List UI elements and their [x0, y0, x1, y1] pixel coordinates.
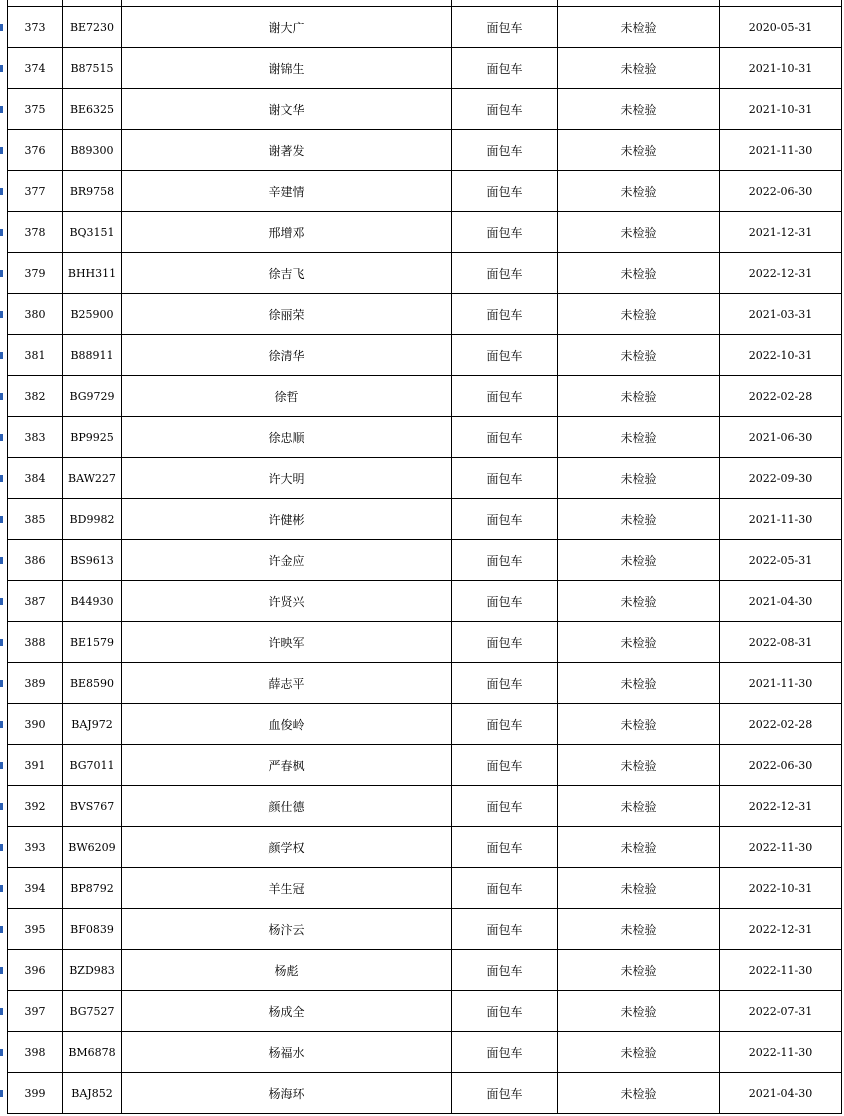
row-number-cell[interactable]: 382: [8, 376, 63, 417]
table-row: [8, 253, 842, 294]
plate-number-cell[interactable]: BG9729: [63, 376, 122, 417]
table-row: [8, 540, 842, 581]
row-number-cell[interactable]: 392: [8, 786, 63, 827]
table-row: [8, 745, 842, 786]
vehicle-type-cell[interactable]: 面包车: [452, 909, 558, 950]
owner-name-cell[interactable]: 杨海环: [122, 1073, 452, 1114]
inspection-status-cell[interactable]: 未检验: [558, 48, 720, 89]
plate-number-cell[interactable]: BE7230: [63, 7, 122, 48]
plate-number-cell[interactable]: BW6209: [63, 827, 122, 868]
vehicle-type-cell[interactable]: 面包车: [452, 212, 558, 253]
vehicle-type-cell[interactable]: 面包车: [452, 704, 558, 745]
plate-number-cell[interactable]: BAJ852: [63, 1073, 122, 1114]
row-edge-mark: [0, 1008, 3, 1015]
row-edge-mark: [0, 1090, 3, 1097]
owner-name-cell[interactable]: 许金应: [122, 540, 452, 581]
owner-name-cell[interactable]: 杨福水: [122, 1032, 452, 1073]
inspection-status-cell[interactable]: 未检验: [558, 335, 720, 376]
table-row: [8, 909, 842, 950]
row-number-cell[interactable]: 379: [8, 253, 63, 294]
table-row: [8, 48, 842, 89]
row-edge-mark: [0, 393, 3, 400]
expiry-date-cell[interactable]: 2022-06-30: [720, 745, 842, 786]
table-row: [8, 212, 842, 253]
vehicle-type-cell[interactable]: 面包车: [452, 458, 558, 499]
expiry-date-cell[interactable]: 2022-05-31: [720, 540, 842, 581]
expiry-date-cell[interactable]: 2022-10-31: [720, 335, 842, 376]
table-row: [8, 868, 842, 909]
owner-name-cell[interactable]: 杨成全: [122, 991, 452, 1032]
row-edge-mark: [0, 762, 3, 769]
owner-name-cell[interactable]: 严春枫: [122, 745, 452, 786]
row-edge-mark: [0, 65, 3, 72]
inspection-status-cell[interactable]: 未检验: [558, 1032, 720, 1073]
row-number-cell[interactable]: 388: [8, 622, 63, 663]
owner-name-cell[interactable]: 许贤兴: [122, 581, 452, 622]
row-edge-mark: [0, 803, 3, 810]
expiry-date-cell[interactable]: 2022-02-28: [720, 704, 842, 745]
table-row: [8, 376, 842, 417]
owner-name-cell[interactable]: 羊生冠: [122, 868, 452, 909]
table-row: [8, 1073, 842, 1114]
row-number-cell[interactable]: 389: [8, 663, 63, 704]
expiry-date-cell[interactable]: 2021-11-30: [720, 130, 842, 171]
row-number-cell[interactable]: 380: [8, 294, 63, 335]
plate-number-cell[interactable]: B44930: [63, 581, 122, 622]
inspection-status-cell[interactable]: 未检验: [558, 253, 720, 294]
table-row: [8, 458, 842, 499]
row-number-cell[interactable]: 394: [8, 868, 63, 909]
owner-name-cell[interactable]: 杨彪: [122, 950, 452, 991]
expiry-date-cell[interactable]: 2021-12-31: [720, 212, 842, 253]
expiry-date-cell[interactable]: 2022-10-31: [720, 868, 842, 909]
inspection-status-cell[interactable]: 未检验: [558, 909, 720, 950]
inspection-status-cell[interactable]: 未检验: [558, 417, 720, 458]
vehicle-type-cell[interactable]: 面包车: [452, 1073, 558, 1114]
row-edge-mark: [0, 885, 3, 892]
plate-number-cell[interactable]: BG7011: [63, 745, 122, 786]
inspection-status-cell[interactable]: 未检验: [558, 581, 720, 622]
owner-name-cell[interactable]: 许映军: [122, 622, 452, 663]
row-edge-mark: [0, 598, 3, 605]
vehicle-type-cell[interactable]: 面包车: [452, 130, 558, 171]
expiry-date-cell[interactable]: 2022-11-30: [720, 1032, 842, 1073]
inspection-status-cell[interactable]: 未检验: [558, 294, 720, 335]
inspection-status-cell[interactable]: 未检验: [558, 827, 720, 868]
row-number-cell[interactable]: 376: [8, 130, 63, 171]
vehicle-type-cell[interactable]: 面包车: [452, 294, 558, 335]
vehicle-type-cell[interactable]: 面包车: [452, 1032, 558, 1073]
expiry-date-cell[interactable]: 2021-03-31: [720, 294, 842, 335]
plate-number-cell[interactable]: BD9982: [63, 499, 122, 540]
vehicle-type-cell[interactable]: 面包车: [452, 89, 558, 130]
plate-number-cell[interactable]: BG7527: [63, 991, 122, 1032]
row-number-cell[interactable]: 396: [8, 950, 63, 991]
row-edge-mark: [0, 188, 3, 195]
row-number-cell[interactable]: 399: [8, 1073, 63, 1114]
vehicle-type-cell[interactable]: 面包车: [452, 499, 558, 540]
owner-name-cell[interactable]: 许大明: [122, 458, 452, 499]
plate-number-cell[interactable]: BAW227: [63, 458, 122, 499]
row-edge-mark: [0, 352, 3, 359]
inspection-status-cell[interactable]: 未检验: [558, 868, 720, 909]
owner-name-cell[interactable]: 徐清华: [122, 335, 452, 376]
table-row: [8, 704, 842, 745]
vehicle-type-cell[interactable]: 面包车: [452, 171, 558, 212]
expiry-date-cell[interactable]: 2021-11-30: [720, 663, 842, 704]
expiry-date-cell[interactable]: 2021-11-30: [720, 499, 842, 540]
row-number-cell[interactable]: 390: [8, 704, 63, 745]
owner-name-cell[interactable]: 徐丽荣: [122, 294, 452, 335]
table-row: [8, 499, 842, 540]
row-edge-mark: [0, 721, 3, 728]
plate-number-cell[interactable]: BM6878: [63, 1032, 122, 1073]
table-row: [8, 1032, 842, 1073]
row-edge-mark: [0, 557, 3, 564]
owner-name-cell[interactable]: 谢著发: [122, 130, 452, 171]
vehicle-type-cell[interactable]: 面包车: [452, 622, 558, 663]
row-number-cell[interactable]: 377: [8, 171, 63, 212]
expiry-date-cell[interactable]: 2022-06-30: [720, 171, 842, 212]
owner-name-cell[interactable]: 薛志平: [122, 663, 452, 704]
row-edge-mark: [0, 147, 3, 154]
inspection-status-cell[interactable]: 未检验: [558, 458, 720, 499]
row-edge-mark: [0, 516, 3, 523]
table-row: [8, 663, 842, 704]
vehicle-type-cell[interactable]: 面包车: [452, 827, 558, 868]
plate-number-cell[interactable]: BE8590: [63, 663, 122, 704]
row-number-cell[interactable]: 384: [8, 458, 63, 499]
plate-number-cell[interactable]: BE1579: [63, 622, 122, 663]
vehicle-type-cell[interactable]: 面包车: [452, 745, 558, 786]
table-row: [8, 950, 842, 991]
inspection-status-cell[interactable]: 未检验: [558, 7, 720, 48]
row-number-cell[interactable]: 397: [8, 991, 63, 1032]
expiry-date-cell[interactable]: 2022-07-31: [720, 991, 842, 1032]
plate-number-cell[interactable]: BVS767: [63, 786, 122, 827]
owner-name-cell[interactable]: 徐吉飞: [122, 253, 452, 294]
row-number-cell[interactable]: 374: [8, 48, 63, 89]
table-row: [8, 991, 842, 1032]
row-number-cell[interactable]: 398: [8, 1032, 63, 1073]
expiry-date-cell[interactable]: 2021-06-30: [720, 417, 842, 458]
row-edge-mark: [0, 24, 3, 31]
expiry-date-cell[interactable]: 2022-12-31: [720, 253, 842, 294]
row-number-cell[interactable]: 391: [8, 745, 63, 786]
inspection-status-cell[interactable]: 未检验: [558, 950, 720, 991]
inspection-status-cell[interactable]: 未检验: [558, 499, 720, 540]
owner-name-cell[interactable]: 血俊岭: [122, 704, 452, 745]
inspection-status-cell[interactable]: 未检验: [558, 786, 720, 827]
plate-number-cell[interactable]: B25900: [63, 294, 122, 335]
vehicle-type-cell[interactable]: 面包车: [452, 376, 558, 417]
plate-number-cell[interactable]: BS9613: [63, 540, 122, 581]
row-edge-mark: [0, 680, 3, 687]
row-edge-mark: [0, 434, 3, 441]
row-number-cell[interactable]: 386: [8, 540, 63, 581]
owner-name-cell[interactable]: 谢锦生: [122, 48, 452, 89]
inspection-status-cell[interactable]: 未检验: [558, 130, 720, 171]
vehicle-type-cell[interactable]: 面包车: [452, 663, 558, 704]
owner-name-cell[interactable]: 谢大广: [122, 7, 452, 48]
row-edge-mark: [0, 106, 3, 113]
row-number-cell[interactable]: 378: [8, 212, 63, 253]
inspection-status-cell[interactable]: 未检验: [558, 991, 720, 1032]
row-edge-mark: [0, 229, 3, 236]
vehicle-type-cell[interactable]: 面包车: [452, 48, 558, 89]
expiry-date-cell[interactable]: 2021-04-30: [720, 1073, 842, 1114]
table-row: [8, 581, 842, 622]
expiry-date-cell[interactable]: 2020-05-31: [720, 7, 842, 48]
table-row: [8, 171, 842, 212]
vehicle-type-cell[interactable]: 面包车: [452, 950, 558, 991]
vehicle-type-cell[interactable]: 面包车: [452, 335, 558, 376]
table-row: [8, 130, 842, 171]
expiry-date-cell[interactable]: 2021-10-31: [720, 89, 842, 130]
vehicle-type-cell[interactable]: 面包车: [452, 868, 558, 909]
plate-number-cell[interactable]: B88911: [63, 335, 122, 376]
owner-name-cell[interactable]: 谢文华: [122, 89, 452, 130]
inspection-status-cell[interactable]: 未检验: [558, 622, 720, 663]
expiry-date-cell[interactable]: 2022-12-31: [720, 786, 842, 827]
inspection-status-cell[interactable]: 未检验: [558, 745, 720, 786]
table-row: [8, 335, 842, 376]
row-edge-mark: [0, 1049, 3, 1056]
plate-number-cell[interactable]: BZD983: [63, 950, 122, 991]
plate-number-cell[interactable]: B89300: [63, 130, 122, 171]
inspection-status-cell[interactable]: 未检验: [558, 540, 720, 581]
row-edge-mark: [0, 844, 3, 851]
table-row: [8, 417, 842, 458]
row-number-cell[interactable]: 387: [8, 581, 63, 622]
inspection-status-cell[interactable]: 未检验: [558, 663, 720, 704]
vehicle-type-cell[interactable]: 面包车: [452, 991, 558, 1032]
row-number-cell[interactable]: 381: [8, 335, 63, 376]
owner-name-cell[interactable]: 辛建情: [122, 171, 452, 212]
table-body: [8, 7, 842, 1114]
plate-number-cell[interactable]: BR9758: [63, 171, 122, 212]
owner-name-cell[interactable]: 徐忠顺: [122, 417, 452, 458]
row-edge-mark: [0, 926, 3, 933]
row-number-cell[interactable]: 393: [8, 827, 63, 868]
inspection-status-cell[interactable]: 未检验: [558, 1073, 720, 1114]
vehicle-inspection-table: [7, 6, 842, 1114]
row-edge-mark: [0, 311, 3, 318]
owner-name-cell[interactable]: 徐哲: [122, 376, 452, 417]
expiry-date-cell[interactable]: 2022-02-28: [720, 376, 842, 417]
row-number-cell[interactable]: 375: [8, 89, 63, 130]
owner-name-cell[interactable]: 颜仕德: [122, 786, 452, 827]
table-row: [8, 827, 842, 868]
vehicle-type-cell[interactable]: 面包车: [452, 540, 558, 581]
row-edge-mark: [0, 475, 3, 482]
plate-number-cell[interactable]: BE6325: [63, 89, 122, 130]
inspection-status-cell[interactable]: 未检验: [558, 171, 720, 212]
plate-number-cell[interactable]: BHH311: [63, 253, 122, 294]
vehicle-type-cell[interactable]: 面包车: [452, 581, 558, 622]
vehicle-type-cell[interactable]: 面包车: [452, 7, 558, 48]
inspection-status-cell[interactable]: 未检验: [558, 704, 720, 745]
inspection-status-cell[interactable]: 未检验: [558, 212, 720, 253]
plate-number-cell[interactable]: BAJ972: [63, 704, 122, 745]
plate-number-cell[interactable]: BP9925: [63, 417, 122, 458]
plate-number-cell[interactable]: BQ3151: [63, 212, 122, 253]
owner-name-cell[interactable]: 杨汴云: [122, 909, 452, 950]
table-row: [8, 7, 842, 48]
row-edge-mark: [0, 270, 3, 277]
inspection-status-cell[interactable]: 未检验: [558, 89, 720, 130]
expiry-date-cell[interactable]: 2021-10-31: [720, 48, 842, 89]
plate-number-cell[interactable]: BF0839: [63, 909, 122, 950]
owner-name-cell[interactable]: 许健彬: [122, 499, 452, 540]
plate-number-cell[interactable]: BP8792: [63, 868, 122, 909]
table-row: [8, 294, 842, 335]
row-edge-mark: [0, 967, 3, 974]
expiry-date-cell[interactable]: 2022-08-31: [720, 622, 842, 663]
owner-name-cell[interactable]: 邢增邓: [122, 212, 452, 253]
expiry-date-cell[interactable]: 2022-12-31: [720, 909, 842, 950]
row-number-cell[interactable]: 373: [8, 7, 63, 48]
owner-name-cell[interactable]: 颜学权: [122, 827, 452, 868]
table-row: [8, 622, 842, 663]
vehicle-type-cell[interactable]: 面包车: [452, 786, 558, 827]
vehicle-type-cell[interactable]: 面包车: [452, 417, 558, 458]
plate-number-cell[interactable]: B87515: [63, 48, 122, 89]
row-number-cell[interactable]: 383: [8, 417, 63, 458]
expiry-date-cell[interactable]: 2022-11-30: [720, 827, 842, 868]
table-row: [8, 786, 842, 827]
row-number-cell[interactable]: 385: [8, 499, 63, 540]
inspection-status-cell[interactable]: 未检验: [558, 376, 720, 417]
expiry-date-cell[interactable]: 2021-04-30: [720, 581, 842, 622]
expiry-date-cell[interactable]: 2022-11-30: [720, 950, 842, 991]
expiry-date-cell[interactable]: 2022-09-30: [720, 458, 842, 499]
row-number-cell[interactable]: 395: [8, 909, 63, 950]
row-edge-mark: [0, 639, 3, 646]
table-row: [8, 89, 842, 130]
vehicle-type-cell[interactable]: 面包车: [452, 253, 558, 294]
